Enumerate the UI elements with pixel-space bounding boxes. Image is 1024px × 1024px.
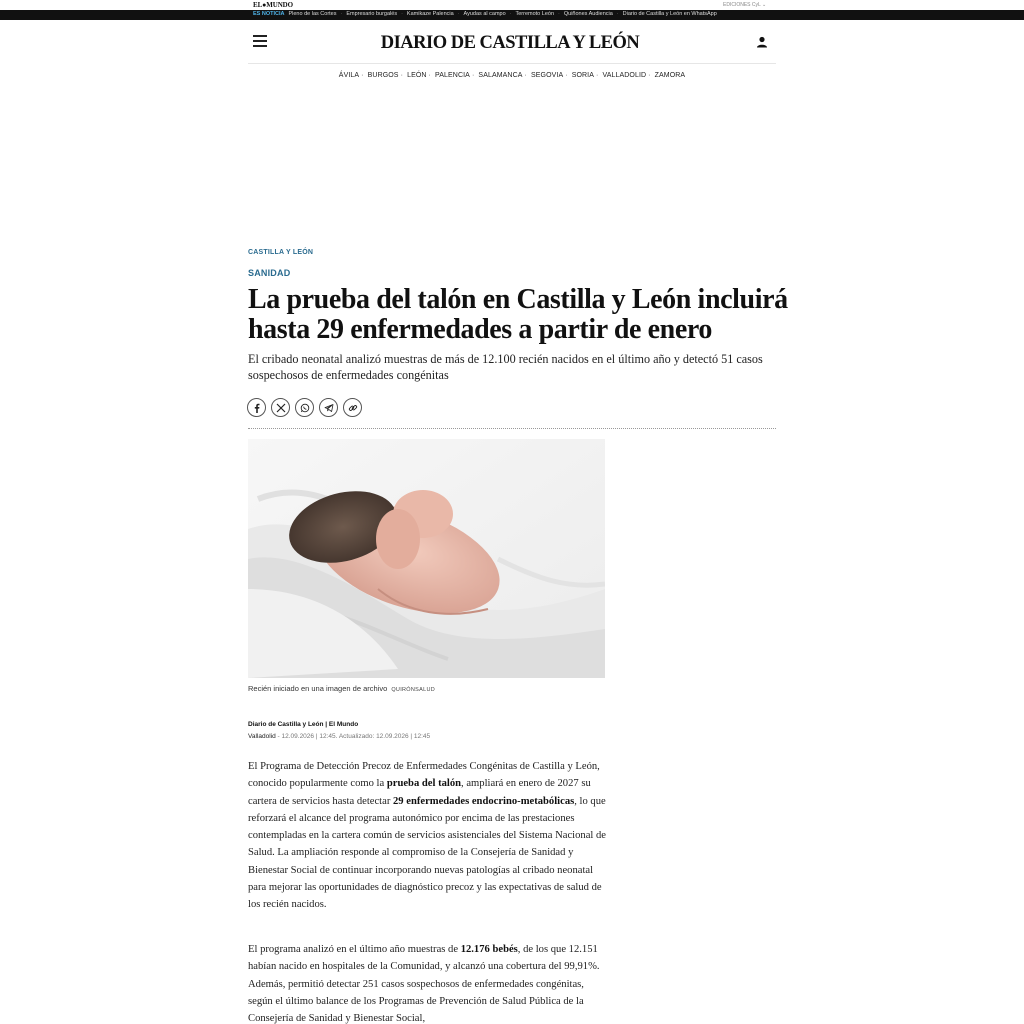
x-icon[interactable] [271, 398, 290, 417]
caption-text: Recién iniciado en una imagen de archivo [248, 684, 388, 693]
trending-item[interactable]: Diario de Castilla y León en WhatsApp [622, 11, 717, 17]
nav-item-soria[interactable]: SORIA [571, 72, 594, 79]
paragraph-text: El Programa de Detección Precoz de Enfermedades Congénitas de Castilla y León, conocido popularmente como la [248, 761, 600, 790]
article-photo[interactable] [248, 439, 605, 678]
dateline [248, 733, 430, 740]
paragraph-text: , de los que 12.151 habían nacido en hospitales de la Comunidad, y alcanzó una cobertura del 99,91%. Además, permitió detectar 251 casos sospechosos de enfermedades congénitas, según el último balance de los Programas de Prevención de Salud Pública de la Consejería de Sanidad y Bienestar Social, [248, 944, 600, 1024]
link-icon[interactable] [343, 398, 362, 417]
article-paragraph [248, 941, 608, 1024]
byline: Diario de Castilla y León | El Mundo [248, 721, 359, 728]
paragraph-bold: 12.176 bebés [460, 944, 518, 955]
article-headline: La prueba del talón en Castilla y León incluirá hasta 29 enfermedades a partir de enero [248, 284, 788, 345]
share-bar [247, 398, 362, 417]
trending-item[interactable]: Terremoto León [515, 11, 555, 17]
dateline-city: Valladolid [248, 733, 276, 740]
nav-item-salamanca[interactable]: SALAMANCA [478, 72, 523, 79]
article-standfirst: El cribado neonatal analizó muestras de más de 12.100 recién nacidos en el último año y detectó 51 casos sospechosos de enfermedades congénitas [248, 352, 763, 382]
telegram-icon[interactable] [319, 398, 338, 417]
top-bar [0, 0, 1024, 10]
nav-item-zamora[interactable]: ZAMORA [654, 72, 686, 79]
trending-label: ES NOTICIA [253, 11, 285, 17]
editions-dropdown[interactable] [723, 2, 766, 8]
province-nav: ÁVILA · BURGOS · LEÓN · PALENCIA · SALAMANCA · SEGOVIA · SORIA · VALLADOLID · ZAMORA [338, 72, 686, 79]
paragraph-bold: 29 enfermedades endocrino-metabólicas [393, 795, 575, 807]
nav-item-valladolid[interactable]: VALLADOLID [602, 72, 647, 79]
region-kicker[interactable]: CASTILLA Y LEÓN [248, 249, 314, 256]
el-mundo-logo[interactable]: EL●MUNDO [253, 1, 293, 9]
paragraph-bold: prueba del talón [386, 778, 462, 790]
article-paragraph [248, 758, 608, 914]
nav-item-avila[interactable]: ÁVILA [338, 72, 360, 79]
trending-item[interactable]: Empresario burgalés [346, 11, 398, 17]
trending-item[interactable]: Pleno de las Cortes [288, 11, 337, 17]
whatsapp-icon[interactable] [295, 398, 314, 417]
user-account-icon[interactable] [756, 35, 768, 47]
trending-item[interactable]: Ayudas al campo [463, 11, 506, 17]
trending-bar: ES NOTICIA Pleno de las Cortes · Empresario burgalés · Kamikaze Palencia · Ayudas al campo · Terremoto León · Quiñones Audiencia · Diario de Castilla y León en WhatsApp [0, 10, 1024, 20]
trending-item[interactable]: Quiñones Audiencia [563, 11, 613, 17]
section-label[interactable]: SANIDAD [248, 268, 291, 278]
photo-caption [248, 684, 435, 693]
trending-item[interactable]: Kamikaze Palencia [406, 11, 454, 17]
nav-item-palencia[interactable]: PALENCIA [435, 72, 470, 79]
editions-label: EDICIONES CyL [723, 2, 761, 8]
paragraph-text: , ampliará en enero de 2027 su cartera de servicios hasta detectar [248, 778, 591, 807]
nav-item-burgos[interactable]: BURGOS [367, 72, 399, 79]
nav-item-leon[interactable]: LEÓN [407, 72, 427, 79]
site-title[interactable]: DIARIO DE CASTILLA Y LEÓN [380, 33, 640, 53]
nav-item-segovia[interactable]: SEGOVIA [531, 72, 564, 79]
facebook-icon[interactable] [247, 398, 266, 417]
header-divider [248, 428, 776, 429]
masthead-divider [248, 63, 776, 64]
photo-credit: QUIRÓNSALUD [391, 687, 435, 693]
paragraph-text: El programa analizó en el último año muestras de [248, 944, 461, 955]
paragraph-text: , lo que reforzará el alcance del programa autonómico por encima de las prestaciones contempladas en la cartera común de servicios asistenciales del Sistema Nacional de Salud. La ampliación responde al compromiso de la Consejería de Sanidad y Bienestar Social de continuar incorporando nuevas patologías al cribado neonatal para mejorar las oportunidades de diagnóstico precoz y las expectativas de salud de los recién nacidos. [248, 795, 606, 911]
publish-dates: - 12.09.2026 | 12:45. Actualizado: 12.09.2026 | 12:45 [275, 733, 431, 740]
chevron-down-icon: ⌄ [762, 2, 767, 8]
